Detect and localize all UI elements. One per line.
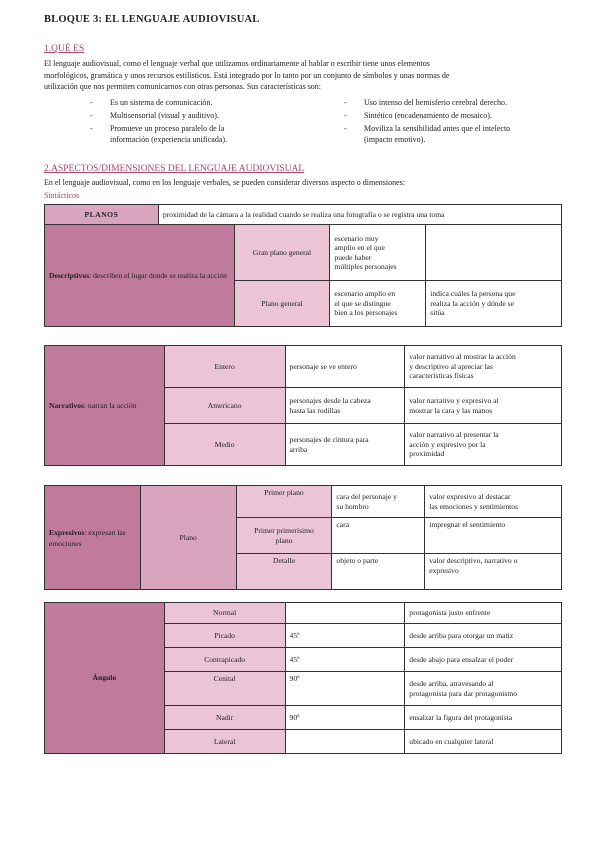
angle-value-cell: ubicado en cualquier lateral xyxy=(405,730,562,754)
plan-definition-cell: cara del personaje y su hombro xyxy=(332,486,425,518)
plan-name-cell: Entero xyxy=(164,346,285,388)
plano-cell: Plano xyxy=(140,486,236,590)
table-row xyxy=(45,205,562,225)
table-row xyxy=(45,346,562,388)
section-2-heading: 2.ASPECTOS/DIMENSIONES DEL LENGUAJE AUDIOVISUAL xyxy=(44,164,305,174)
table-row xyxy=(45,486,562,518)
plan-value-cell: indica cuáles la persona que realiza la acción y dónde se sitúa xyxy=(426,281,562,327)
plan-value-cell: valor narrativo y expresivo al mostrar la cara y las manos xyxy=(405,388,562,424)
bullet-item xyxy=(344,123,574,147)
plan-name-cell: Detalle xyxy=(236,554,332,590)
plan-value-cell: impregnar el sentimiento xyxy=(425,518,562,554)
table-planos-descriptivos xyxy=(44,204,562,327)
angle-value-cell: protagonista justo enfrente xyxy=(405,603,562,624)
angle-value-cell: desde abajo para ensalzar el poder xyxy=(405,648,562,672)
bullet-dash: - xyxy=(90,124,93,133)
plan-name-cell: Medio xyxy=(164,424,285,466)
plan-name-cell: Gran plano general xyxy=(234,225,330,281)
plan-value-cell: valor narrativo al mostrar la acción y descriptivo al apreciar las características físicas xyxy=(405,346,562,388)
angle-degrees-cell xyxy=(285,730,405,754)
plan-name-cell: Americano xyxy=(164,388,285,424)
plan-value-cell: valor descriptivo, narrativo o expresivo xyxy=(425,554,562,590)
section-2-intro: En el lenguaje audiovisual, como en los lenguaje verbales, se pueden considerar diversos aspecto o dimensiones: xyxy=(44,178,406,187)
plan-definition-cell: objeto o parte xyxy=(332,554,425,590)
paragraph-line: utilización que nos permiten comunicarnos con otras personas. Sus características son: xyxy=(44,82,322,91)
bullet-text: Uso intenso del hemisferio cerebral derecho. xyxy=(364,98,508,107)
angle-degrees-cell: 90º xyxy=(285,706,405,730)
angle-degrees-cell xyxy=(285,603,405,624)
table-row xyxy=(45,225,562,281)
sintacticos-label: Sintácticos xyxy=(44,191,80,200)
angle-degrees-cell: 45º xyxy=(285,624,405,648)
plan-definition-cell: personajes de cintura para arriba xyxy=(285,424,405,466)
angle-value-cell: desde arriba, atravesando al protagonista para dar protagonismo xyxy=(405,672,562,706)
bullet-dash: - xyxy=(90,98,93,107)
table-angulo xyxy=(44,602,562,754)
angle-degrees-cell: 90º xyxy=(285,672,405,706)
bullet-text: Sintético (encadenamiento de mosaico). xyxy=(364,111,492,120)
bullet-text: Promueve un proceso paralelo de la información (experiencia unificada). xyxy=(110,124,228,144)
angle-degrees-cell: 45º xyxy=(285,648,405,672)
table-row xyxy=(45,603,562,624)
category-angulo-cell: Ángulo xyxy=(45,603,165,754)
plan-name-cell: Primer plano xyxy=(236,486,332,518)
table-planos-narrativos xyxy=(44,345,562,466)
bullet-dash: - xyxy=(344,98,347,107)
plan-definition-cell: escenario muy amplio en el que puede haber múltiples personajes xyxy=(330,225,426,281)
bullet-dash: - xyxy=(90,111,93,120)
angle-name-cell: Normal xyxy=(164,603,285,624)
plan-value-cell: valor expresivo al destacar las emociones y sentimientos xyxy=(425,486,562,518)
angle-name-cell: Contrapicado xyxy=(164,648,285,672)
category-expresivos-cell: Expresivos: expresan las emociones xyxy=(45,486,141,590)
plan-definition-cell: escenario amplio en el que se distingue bien a los personajes xyxy=(330,281,426,327)
angle-name-cell: Picado xyxy=(164,624,285,648)
paragraph-line: El lenguaje audiovisual, como el lenguaje verbal que utilizamos ordinariamente al hablar o escribir tiene unos elementos xyxy=(44,59,430,68)
category-descriptivos-cell: Descriptivos: describen el lugar donde se realiza la acción xyxy=(45,225,235,327)
angle-name-cell: Cenital xyxy=(164,672,285,706)
angle-name-cell: Nadir xyxy=(164,706,285,730)
category-narrativos-cell: Narrativos: narran la acción xyxy=(45,346,165,466)
plan-definition-cell: personajes desde la cabeza hasta las rodillas xyxy=(285,388,405,424)
section-1-heading: 1.QUÉ ES xyxy=(44,44,85,54)
bullet-text: Es un sistema de comunicación. xyxy=(110,98,213,107)
bullet-text: Multisensorial (visual y auditivo). xyxy=(110,111,219,120)
planos-definition-cell: proximidad de la cámara a la realidad cuando se realiza una fotografía o se registra una toma xyxy=(158,205,561,225)
bullet-text: Moviliza la sensibilidad antes que el intelecto (impacto emotivo). xyxy=(364,124,511,144)
planos-label-cell: PLANOS xyxy=(45,205,159,225)
paragraph-line: morfológicos, gramática y unos recursos estilísticos. Está integrado por lo tanto por un conjunto de símbolos y unas normas de xyxy=(44,70,450,80)
page-title: BLOQUE 3: EL LENGUAJE AUDIOVISUAL xyxy=(44,14,260,25)
plan-value-cell: valor narrativo al presentar la acción y expresivo por la proximidad xyxy=(405,424,562,466)
plan-definition-cell: cara xyxy=(332,518,425,554)
table-planos-expresivos xyxy=(44,485,562,590)
plan-definition-cell: personaje se ve entero xyxy=(285,346,405,388)
angle-name-cell: Lateral xyxy=(164,730,285,754)
plan-name-cell: Primer primerísimo plano xyxy=(236,518,332,554)
angle-value-cell: desde arriba para otorgar un matiz xyxy=(405,624,562,648)
plan-name-cell: Plano general xyxy=(234,281,330,327)
angle-value-cell: ensalzar la figura del protagonista xyxy=(405,706,562,730)
bullet-item xyxy=(90,123,320,147)
bullet-dash: - xyxy=(344,124,347,133)
plan-value-cell xyxy=(426,225,562,281)
section-1-paragraph xyxy=(44,58,559,93)
bullet-dash: - xyxy=(344,111,347,120)
